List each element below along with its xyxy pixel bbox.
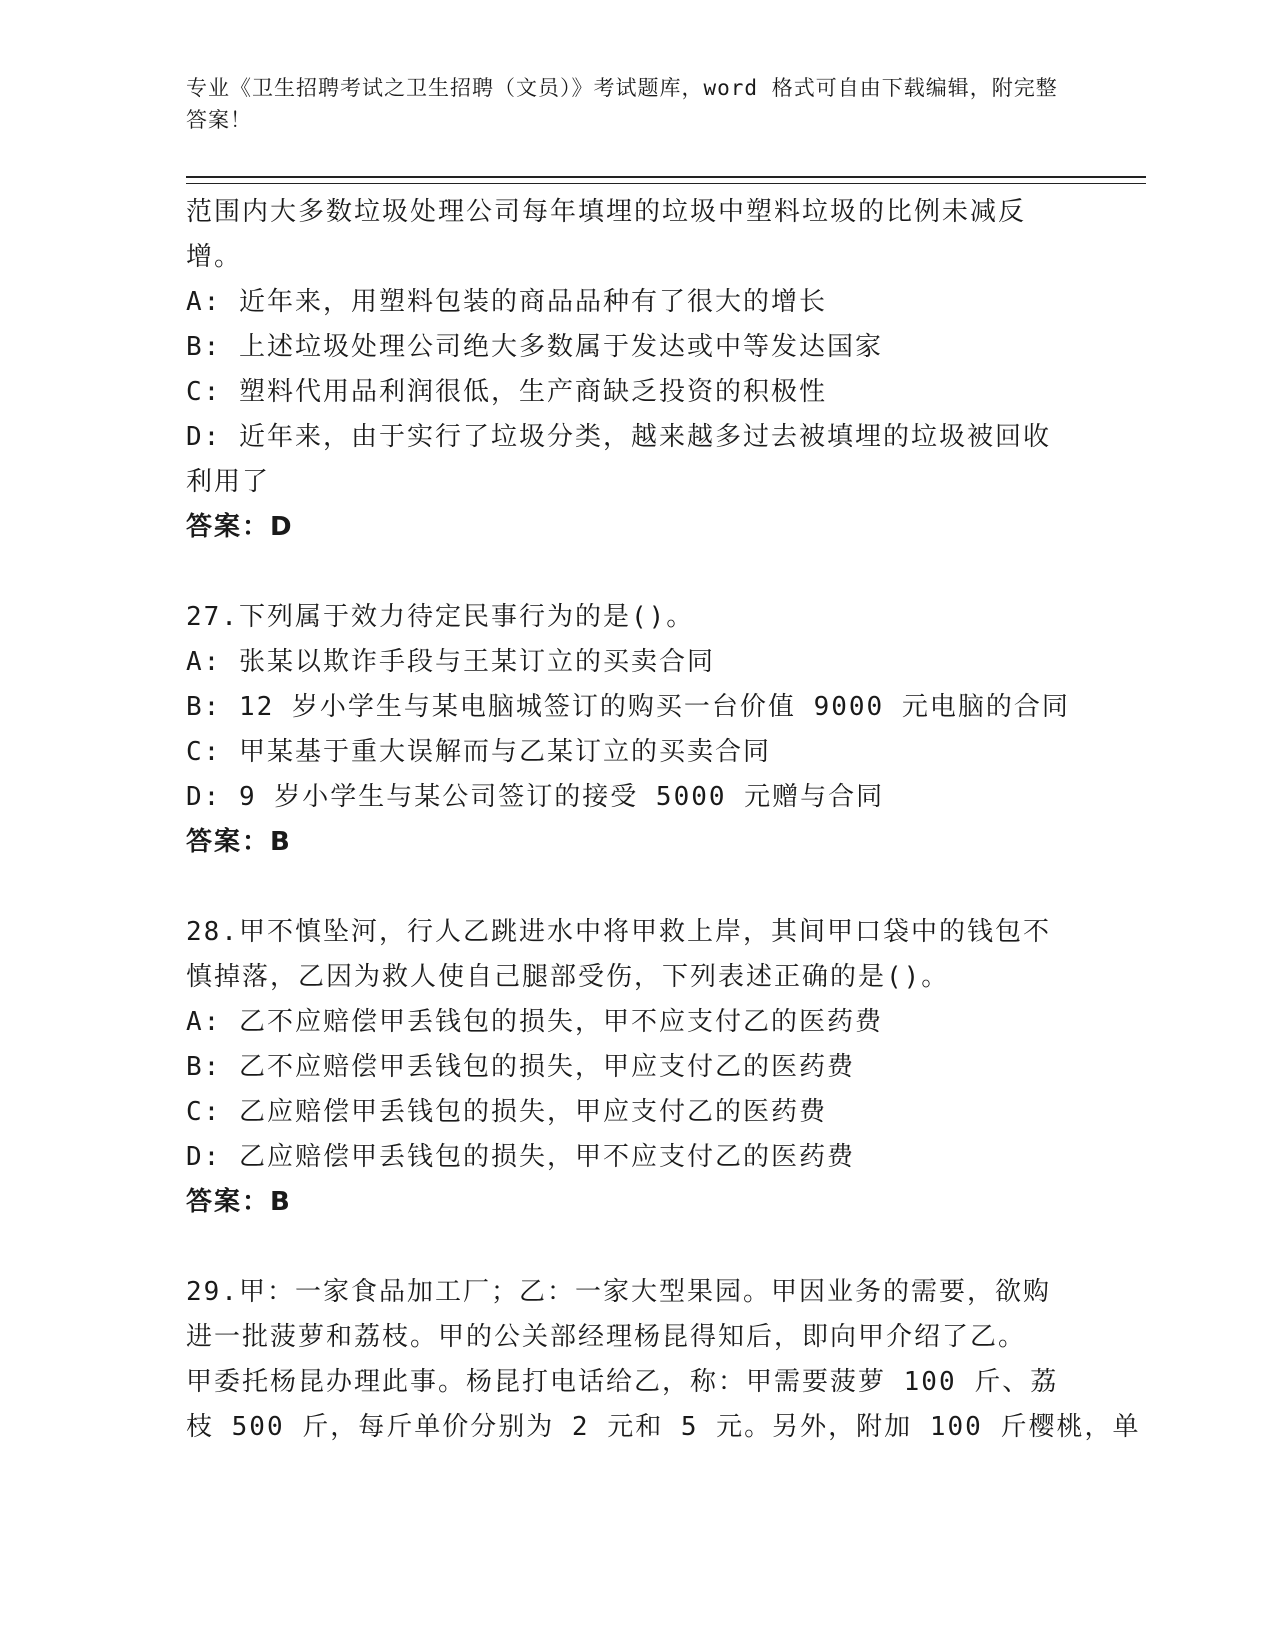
option-a: A: 张某以欺诈手段与王某订立的买卖合同 xyxy=(186,647,715,677)
option-d: D: 乙应赔偿甲丢钱包的损失，甲不应支付乙的医药费 xyxy=(186,1142,855,1172)
header-rule-thin xyxy=(186,183,1146,184)
option-c: C: 塑料代用品利润很低，生产商缺乏投资的积极性 xyxy=(186,377,827,407)
question-stem-line: 28.甲不慎坠河，行人乙跳进水中将甲救上岸，其间甲口袋中的钱包不 xyxy=(186,917,1051,947)
option-a: A: 乙不应赔偿甲丢钱包的损失，甲不应支付乙的医药费 xyxy=(186,1007,883,1037)
option-c: C: 乙应赔偿甲丢钱包的损失，甲应支付乙的医药费 xyxy=(186,1097,827,1127)
question-stem-line: 增。 xyxy=(186,242,243,272)
option-c: C: 甲某基于重大误解而与乙某订立的买卖合同 xyxy=(186,737,771,767)
answer-label: 答案：D xyxy=(186,512,294,542)
spacer xyxy=(186,550,1066,595)
question-stem-line: 慎掉落，乙因为救人使自己腿部受伤，下列表述正确的是()。 xyxy=(186,962,950,992)
option-a: A: 近年来，用塑料包装的商品品种有了很大的增长 xyxy=(186,287,827,317)
option-b: B: 上述垃圾处理公司绝大多数属于发达或中等发达国家 xyxy=(186,332,883,362)
question-28 xyxy=(186,910,1066,1225)
option-d: D: 9 岁小学生与某公司签订的接受 5000 元赠与合同 xyxy=(186,782,885,812)
document-header: 专业《卫生招聘考试之卫生招聘（文员）》考试题库，word 格式可自由下载编辑，附完整答案！ xyxy=(186,76,1058,132)
question-stem-line: 枝 500 斤，每斤单价分别为 2 元和 5 元。另外，附加 100 斤樱桃，单 xyxy=(186,1412,1141,1442)
question-continued xyxy=(186,190,1066,550)
question-stem-line: 27.下列属于效力待定民事行为的是()。 xyxy=(186,602,695,632)
option-d: D: 近年来，由于实行了垃圾分类，越来越多过去被填埋的垃圾被回收 xyxy=(186,422,1051,452)
option-b: B: 乙不应赔偿甲丢钱包的损失，甲应支付乙的医药费 xyxy=(186,1052,855,1082)
question-29 xyxy=(186,1270,1141,1450)
spacer xyxy=(186,1225,1066,1270)
question-stem-line: 范围内大多数垃圾处理公司每年填埋的垃圾中塑料垃圾的比例未减反 xyxy=(186,197,1027,227)
header-rule-thick xyxy=(186,176,1146,178)
spacer xyxy=(186,865,1066,910)
question-27 xyxy=(186,595,1070,865)
answer-label: 答案：B xyxy=(186,1187,292,1217)
question-stem-line: 进一批菠萝和荔枝。甲的公关部经理杨昆得知后，即向甲介绍了乙。 xyxy=(186,1322,1027,1352)
option-b: B: 12 岁小学生与某电脑城签订的购买一台价值 9000 元电脑的合同 xyxy=(186,692,1070,722)
document-body xyxy=(186,190,1141,1450)
answer-label: 答案：B xyxy=(186,827,292,857)
question-stem-line: 29.甲：一家食品加工厂；乙：一家大型果园。甲因业务的需要，欲购 xyxy=(186,1277,1051,1307)
question-stem-line: 甲委托杨昆办理此事。杨昆打电话给乙，称：甲需要菠萝 100 斤、荔 xyxy=(186,1367,1059,1397)
option-d-continued: 利用了 xyxy=(186,467,271,497)
